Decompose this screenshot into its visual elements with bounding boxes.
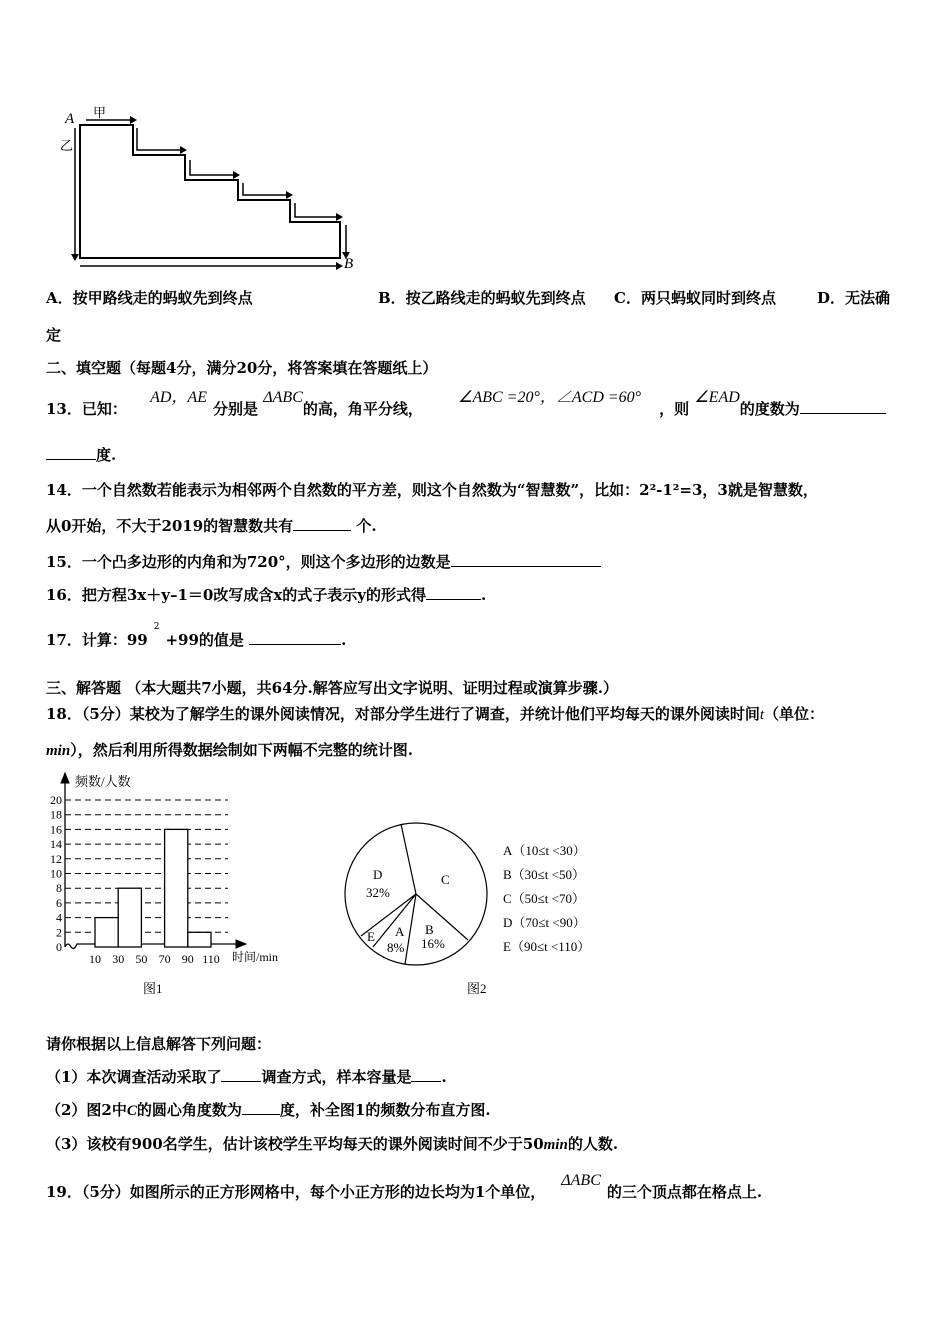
- option-d: D．无法确: [817, 289, 891, 307]
- q13-text-5: 度.: [96, 446, 117, 464]
- question-18-prompt: 请你根据以上信息解答下列问题：: [46, 1035, 272, 1053]
- question-18-part-3: [46, 1133, 618, 1154]
- q13-math-1: AD，AE: [150, 389, 207, 406]
- slice-boundary-b-a: [405, 894, 416, 964]
- x-tick-label: 50: [135, 952, 148, 966]
- q18-3-text: （3）该校有900名学生，估计该校学生平均每天的课外阅读时间不少于50: [46, 1135, 544, 1153]
- y-axis-label: 频数/人数: [75, 774, 131, 789]
- label-a: A: [65, 111, 75, 127]
- section-3-heading: 三、解答题 （本大题共7小题，共64分.解答应写出文字说明、证明过程或演算步骤.）: [46, 679, 618, 697]
- y-axis-arrow: [61, 773, 69, 783]
- x-axis-label: 时间/min: [232, 950, 279, 964]
- x-tick-label: 30: [112, 952, 125, 966]
- label-yi: 乙: [60, 138, 74, 153]
- option-d-cont: 定: [46, 326, 62, 344]
- slice-label-a: A: [395, 924, 405, 939]
- q13-text-4: 的度数为: [739, 400, 800, 418]
- q17-end: .: [341, 631, 347, 649]
- option-c: C．两只蚂蚁同时到终点: [614, 289, 776, 307]
- slice-boundary-c-b: [416, 894, 468, 940]
- x-tick-label: 70: [158, 952, 171, 966]
- slice-label-d: D: [373, 867, 383, 882]
- option-a: A．按甲路线走的蚂蚁先到终点: [46, 289, 253, 307]
- histogram-bar: [165, 829, 188, 947]
- legend-d: D（70≤t <90）: [503, 915, 586, 930]
- y-tick-label: 12: [50, 851, 62, 866]
- histogram-bar: [95, 918, 118, 947]
- q13-text-2: 的高，角平分线，: [302, 400, 423, 418]
- y-tick-label: 0: [56, 940, 62, 954]
- x-tick-label: 90: [181, 952, 194, 966]
- slice-pct-b: 16%: [421, 936, 445, 951]
- x-axis-arrow: [236, 940, 246, 948]
- question-18-part-1: [46, 1066, 447, 1087]
- q18-unit: （单位：: [764, 705, 825, 723]
- q18-3-text-2: 的人数.: [567, 1135, 619, 1153]
- slice-label-e: E: [367, 929, 375, 944]
- q17-exponent: 2: [153, 622, 160, 632]
- answer-blank[interactable]: [221, 1067, 261, 1082]
- q13-text-1: 分别是: [213, 400, 259, 418]
- q13-text-3: ，则: [659, 400, 690, 418]
- question-18-part-2: [46, 1099, 491, 1120]
- question-19: [46, 1172, 763, 1202]
- label-jia: 甲: [93, 105, 107, 120]
- q14-text-end: 个.: [356, 517, 377, 535]
- question-14-line-1: 14．一个自然数若能表示为相邻两个自然数的平方差，则这个自然数为“智慧数”，比如：2²-1²=3，3就是智慧数，: [46, 481, 818, 499]
- figure-2-caption: 图2: [467, 981, 487, 996]
- y-tick-label: 4: [56, 910, 62, 925]
- q16-end: .: [481, 586, 487, 604]
- y-tick-label: 2: [56, 925, 62, 940]
- x-axis: [65, 944, 238, 948]
- q18-1-text-2: 调查方式，样本容量是: [261, 1068, 412, 1086]
- q18-1-text: （1）本次调查活动采取了: [46, 1068, 222, 1086]
- legend-e: E（90≤t <110）: [503, 939, 591, 954]
- slice-boundary-d-c: [401, 824, 416, 894]
- q13-math-2: ΔABC: [263, 389, 303, 406]
- y-tick-label: 14: [50, 837, 62, 852]
- y-tick-label: 8: [56, 881, 62, 896]
- q13-math-4: ∠EAD: [694, 389, 740, 406]
- slice-label-b: B: [425, 922, 434, 937]
- y-tick-label: 6: [56, 895, 62, 910]
- answer-blank[interactable]: [242, 1100, 280, 1115]
- y-tick-label: 16: [50, 822, 62, 837]
- q19-text-2: 的三个顶点都在格点上.: [606, 1183, 763, 1201]
- q15-text: 15．一个凸多边形的内角和为720°，则这个多边形的边数是: [46, 553, 451, 571]
- q18-2-text-3: 度，补全图1的频数分布直方图.: [279, 1101, 491, 1119]
- q17-text-2: +99的值是: [165, 631, 244, 649]
- section-2-heading: 二、填空题（每题4分，满分20分，将答案填在答题纸上）: [46, 359, 438, 377]
- q18-text: 18．（5分）某校为了解学生的课外阅读情况，对部分学生进行了调查，并统计他们平均每天的课外阅读时间: [46, 705, 760, 723]
- answer-blank[interactable]: [411, 1067, 441, 1082]
- q18-min: min: [46, 743, 71, 759]
- figure-1-caption: 图1: [143, 981, 163, 996]
- option-b: B．按乙路线走的蚂蚁先到终点: [378, 289, 586, 307]
- slice-label-c: C: [441, 872, 450, 887]
- q18-text-2: ），然后利用所得数据绘制如下两幅不完整的统计图.: [70, 741, 413, 759]
- q14-text: 从0开始，不大于2019的智慧数共有: [46, 517, 294, 535]
- slice-pct-d: 32%: [366, 885, 390, 900]
- histogram-bar: [118, 888, 141, 947]
- q19-text: 19．（5分）如图所示的正方形网格中，每个小正方形的边长均为1个单位，: [46, 1183, 546, 1201]
- q17-text: 17．计算：99: [46, 631, 148, 649]
- y-tick-label: 20: [50, 793, 62, 807]
- q18-2-text-2: 的圆心角度数为: [136, 1101, 242, 1119]
- legend-c: C（50≤t <70）: [503, 891, 585, 906]
- slice-pct-a: 8%: [387, 940, 405, 955]
- y-tick-label: 18: [50, 807, 62, 822]
- legend-a: A（10≤t <30）: [503, 843, 586, 858]
- q18-2-text: （2）图2中: [46, 1101, 127, 1119]
- q16-text: 16．把方程3x＋y–1＝0改写成含x的式子表示y的形式得: [46, 586, 427, 604]
- x-tick-label: 10: [89, 952, 101, 966]
- x-tick-label: 110: [202, 952, 220, 966]
- q13-num: 13．已知：: [46, 400, 127, 418]
- q18-var-t: t: [759, 707, 764, 723]
- q18-2-c: C: [126, 1103, 137, 1119]
- q18-1-end: .: [441, 1068, 447, 1086]
- y-tick-label: 10: [50, 866, 62, 881]
- q19-math: ΔABC: [561, 1172, 601, 1189]
- q13-math-3: ∠ABC =20°，∠ACD =60°: [458, 389, 642, 406]
- q18-3-min: min: [543, 1137, 568, 1153]
- label-b: B: [344, 256, 354, 272]
- legend-b: B（30≤t <50）: [503, 867, 585, 882]
- histogram-bar: [188, 932, 211, 947]
